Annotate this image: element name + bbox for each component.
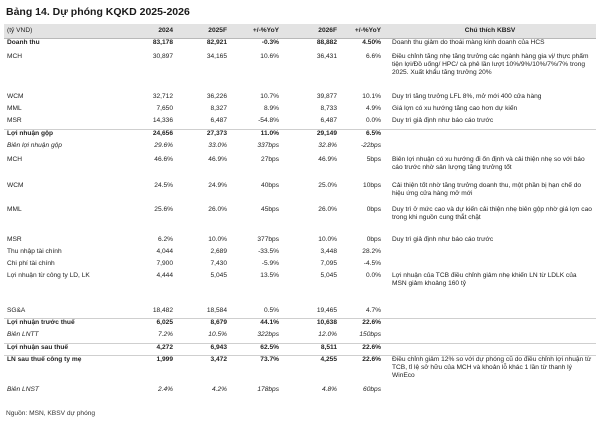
- row-note: Cải thiện tốt nhờ tăng trưởng doanh thu, một phần bị hạn chế do hiệu ứng cửa hàng mở mới: [392, 181, 582, 197]
- value-2024: 29.6%: [154, 141, 173, 149]
- yoy-2026: 4.50%: [340, 39, 384, 53]
- yoy-2025: 40bps: [261, 181, 279, 189]
- yoy-2025: 0.5%: [263, 306, 279, 314]
- value-2024: 4,044: [156, 247, 173, 255]
- row-label: Biên LNST: [7, 385, 39, 393]
- value-2025f: 82,921: [176, 39, 230, 53]
- header-yoy-2025: +/-%YoY: [230, 24, 282, 39]
- value-2024: 7,900: [156, 259, 173, 267]
- value-2026f: 4.8%: [321, 385, 337, 393]
- value-2024: 6.2%: [157, 235, 173, 243]
- yoy-2026: 6.6%: [365, 52, 381, 60]
- table-row: [4, 331, 596, 344]
- value-2026f: 19,465: [316, 306, 337, 314]
- row-note: [384, 130, 596, 142]
- table-row: [4, 117, 596, 130]
- yoy-2026: 10.1%: [362, 92, 381, 100]
- row-label: Lợi nhuận sau thuế: [4, 344, 122, 356]
- value-2026f: 26.0%: [318, 205, 337, 213]
- value-2026f: 25.0%: [318, 181, 337, 189]
- value-2025f: 24.9%: [208, 181, 227, 189]
- value-2024: 4,444: [156, 271, 173, 279]
- row-note: Lợi nhuận của TCB điều chỉnh giảm nhẹ khiến LN từ LDLK của MSN giảm khoảng 160 tỷ: [392, 271, 577, 287]
- yoy-2025: 44.1%: [230, 319, 282, 331]
- row-label: WCM: [7, 181, 24, 189]
- value-2026f: 5,045: [320, 271, 337, 279]
- value-2025f: 36,226: [206, 92, 227, 100]
- value-2026f: 10.0%: [318, 235, 337, 243]
- value-2025f: 34,165: [206, 52, 227, 60]
- value-2024: 83,178: [122, 39, 176, 53]
- value-2024: 1,999: [122, 356, 176, 386]
- yoy-2026: 28.2%: [362, 247, 381, 255]
- value-2024: 32,712: [152, 92, 173, 100]
- yoy-2026: -4.5%: [363, 259, 381, 267]
- yoy-2025: 322bps: [257, 330, 279, 338]
- row-label: MML: [7, 205, 22, 213]
- header-2026f: 2026F: [282, 24, 340, 39]
- table-row: [4, 260, 596, 272]
- table-row: [4, 142, 596, 156]
- value-2026f: 10,638: [282, 319, 340, 331]
- yoy-2026: 6.5%: [340, 130, 384, 142]
- value-2026f: 46.9%: [318, 155, 337, 163]
- row-note: Điều chỉnh giảm 12% so với dự phóng cũ do điều chỉnh lợi nhuận từ TCB, tỉ lệ sở hữu của MCH và khoản lỗ khác 1 lần từ thanh lý WinEco: [384, 356, 596, 386]
- value-2024: 4,272: [122, 344, 176, 356]
- row-note: Duy trì ở mức cao và dự kiến cải thiện nhẹ biên gộp nhờ giá lợn cao trong khi nguồn cung thắt chặt: [392, 205, 592, 221]
- yoy-2025: 377bps: [257, 235, 279, 243]
- value-2026f: 88,882: [282, 39, 340, 53]
- row-note: [384, 319, 596, 331]
- table-row: [4, 272, 596, 307]
- value-2026f: 39,877: [316, 92, 337, 100]
- header-2024: 2024: [122, 24, 176, 39]
- table-header-row: [4, 24, 596, 39]
- table-title: Bảng 14. Dự phóng KQKD 2025-2026: [6, 6, 190, 18]
- yoy-2026: 150bps: [359, 330, 381, 338]
- table-row: [4, 356, 596, 386]
- value-2024: 7,650: [156, 104, 173, 112]
- value-2026f: 6,487: [320, 116, 337, 124]
- header-2025f: 2025F: [176, 24, 230, 39]
- row-label: Lợi nhuận gộp: [4, 130, 122, 142]
- value-2026f: 4,255: [282, 356, 340, 386]
- yoy-2026: 0bps: [366, 205, 381, 213]
- value-2024: 18,482: [152, 306, 173, 314]
- row-note: [384, 248, 596, 260]
- value-2025f: 4.2%: [211, 385, 227, 393]
- yoy-2025: 73.7%: [230, 356, 282, 386]
- row-note: [384, 307, 596, 319]
- value-2024: 30,897: [152, 52, 173, 60]
- table-row: [4, 248, 596, 260]
- yoy-2025: 11.0%: [230, 130, 282, 142]
- value-2024: 7.2%: [157, 330, 173, 338]
- row-label: LN sau thuế công ty mẹ: [4, 356, 122, 386]
- yoy-2025: 10.7%: [260, 92, 279, 100]
- value-2026f: 8,511: [282, 344, 340, 356]
- value-2026f: 3,448: [320, 247, 337, 255]
- row-note: [384, 142, 596, 156]
- row-label: WCM: [7, 92, 24, 100]
- row-note: [384, 344, 596, 356]
- yoy-2025: -54.8%: [258, 116, 279, 124]
- yoy-2026: 22.6%: [340, 319, 384, 331]
- table-row: [4, 182, 596, 206]
- yoy-2026: 4.9%: [365, 104, 381, 112]
- row-label: Lợi nhuận từ công ty LD, LK: [7, 271, 90, 279]
- yoy-2025: -0.3%: [230, 39, 282, 53]
- row-label: MCH: [7, 155, 23, 163]
- source-note: Nguồn: MSN, KBSV dự phóng: [6, 410, 96, 417]
- yoy-2025: 178bps: [257, 385, 279, 393]
- value-2024: 14,336: [152, 116, 173, 124]
- table-row: [4, 53, 596, 93]
- value-2026f: 12.0%: [318, 330, 337, 338]
- yoy-2025: 13.5%: [260, 271, 279, 279]
- row-note: [384, 386, 596, 398]
- value-2025f: 5,045: [210, 271, 227, 279]
- value-2025f: 27,373: [176, 130, 230, 142]
- yoy-2026: 0.0%: [365, 271, 381, 279]
- value-2025f: 18,584: [206, 306, 227, 314]
- row-label: Biên LNTT: [7, 330, 39, 338]
- value-2024: 24.5%: [154, 181, 173, 189]
- table-row: [4, 130, 596, 142]
- yoy-2025: -5.9%: [261, 259, 279, 267]
- value-2024: 2.4%: [157, 385, 173, 393]
- yoy-2025: 45bps: [261, 205, 279, 213]
- row-label: Thu nhập tài chính: [7, 247, 62, 255]
- value-2025f: 6,943: [176, 344, 230, 356]
- table-row: [4, 236, 596, 248]
- yoy-2026: 0bps: [366, 235, 381, 243]
- yoy-2025: 10.6%: [260, 52, 279, 60]
- value-2026f: 36,431: [316, 52, 337, 60]
- value-2025f: 10.0%: [208, 235, 227, 243]
- yoy-2025: 337bps: [257, 141, 279, 149]
- row-label: SG&A: [7, 306, 26, 314]
- value-2026f: 7,095: [320, 259, 337, 267]
- table-row: [4, 39, 596, 53]
- yoy-2025: 8.9%: [263, 104, 279, 112]
- row-label: MSR: [7, 235, 22, 243]
- row-label: MCH: [7, 52, 23, 60]
- yoy-2026: 0.0%: [365, 116, 381, 124]
- row-note: Duy trì giả định như báo cáo trước: [392, 235, 494, 243]
- value-2025f: 6,487: [210, 116, 227, 124]
- yoy-2026: -22bps: [360, 141, 381, 149]
- table-row: [4, 319, 596, 331]
- row-note: Doanh thu giảm do thoái màng kinh doanh của HCS: [384, 39, 596, 53]
- value-2025f: 2,689: [210, 247, 227, 255]
- yoy-2026: 22.6%: [340, 344, 384, 356]
- table-row: [4, 156, 596, 182]
- value-2025f: 33.0%: [208, 141, 227, 149]
- table-body: [4, 39, 596, 398]
- yoy-2026: 60bps: [363, 385, 381, 393]
- table-row: [4, 206, 596, 236]
- table-row: [4, 105, 596, 117]
- table-row: [4, 93, 596, 105]
- value-2025f: 3,472: [176, 356, 230, 386]
- forecast-table: [4, 24, 596, 398]
- yoy-2026: 5bps: [366, 155, 381, 163]
- header-notes: Chú thích KBSV: [384, 24, 596, 39]
- value-2025f: 8,327: [210, 104, 227, 112]
- value-2026f: 8,733: [320, 104, 337, 112]
- value-2024: 46.6%: [154, 155, 173, 163]
- value-2024: 25.6%: [154, 205, 173, 213]
- yoy-2025: -33.5%: [258, 247, 279, 255]
- row-note: [384, 331, 596, 344]
- row-note: Giá lợn có xu hướng tăng cao hơn dự kiến: [392, 104, 518, 112]
- table-row: [4, 307, 596, 319]
- yoy-2025: 27bps: [261, 155, 279, 163]
- row-note: Duy trì tăng trưởng LFL 8%, mở mới 400 cửa hàng: [392, 92, 542, 100]
- row-label: MML: [7, 104, 22, 112]
- yoy-2026: 10bps: [363, 181, 381, 189]
- row-note: Điều chỉnh tăng nhẹ tăng trưởng các ngành hàng gia vị/ thực phẩm tiện lợi/Đồ uống/ HPC/ cà phê lần lượt 10%/9%/10%/7%/7% trong 2025. Xuất khẩu tăng trưởng 20%: [392, 52, 589, 76]
- value-2025f: 7,430: [210, 259, 227, 267]
- row-label: MSR: [7, 116, 22, 124]
- row-label: Doanh thu: [4, 39, 122, 53]
- row-note: [384, 260, 596, 272]
- header-unit: (tỷ VND): [4, 24, 122, 39]
- row-label: Chi phí tài chính: [7, 259, 55, 267]
- table-row: [4, 344, 596, 356]
- row-label: Lợi nhuận trước thuế: [4, 319, 122, 331]
- value-2025f: 46.9%: [208, 155, 227, 163]
- row-label: Biên lợi nhuận gộp: [7, 141, 62, 149]
- yoy-2026: 4.7%: [365, 306, 381, 314]
- table-row: [4, 386, 596, 398]
- value-2026f: 29,149: [282, 130, 340, 142]
- value-2026f: 32.8%: [318, 141, 337, 149]
- value-2025f: 26.0%: [208, 205, 227, 213]
- value-2025f: 10.5%: [208, 330, 227, 338]
- yoy-2026: 22.6%: [340, 356, 384, 386]
- row-note: Duy trì giả định như báo cáo trước: [392, 116, 494, 124]
- value-2024: 24,656: [122, 130, 176, 142]
- header-yoy-2026: +/-%YoY: [340, 24, 384, 39]
- row-note: Biên lợi nhuận có xu hướng đi ổn định và cải thiện nhẹ so với báo cáo trước nhờ sản lượng tăng trưởng tốt: [392, 155, 585, 171]
- value-2024: 6,025: [122, 319, 176, 331]
- yoy-2025: 62.5%: [230, 344, 282, 356]
- value-2025f: 8,679: [176, 319, 230, 331]
